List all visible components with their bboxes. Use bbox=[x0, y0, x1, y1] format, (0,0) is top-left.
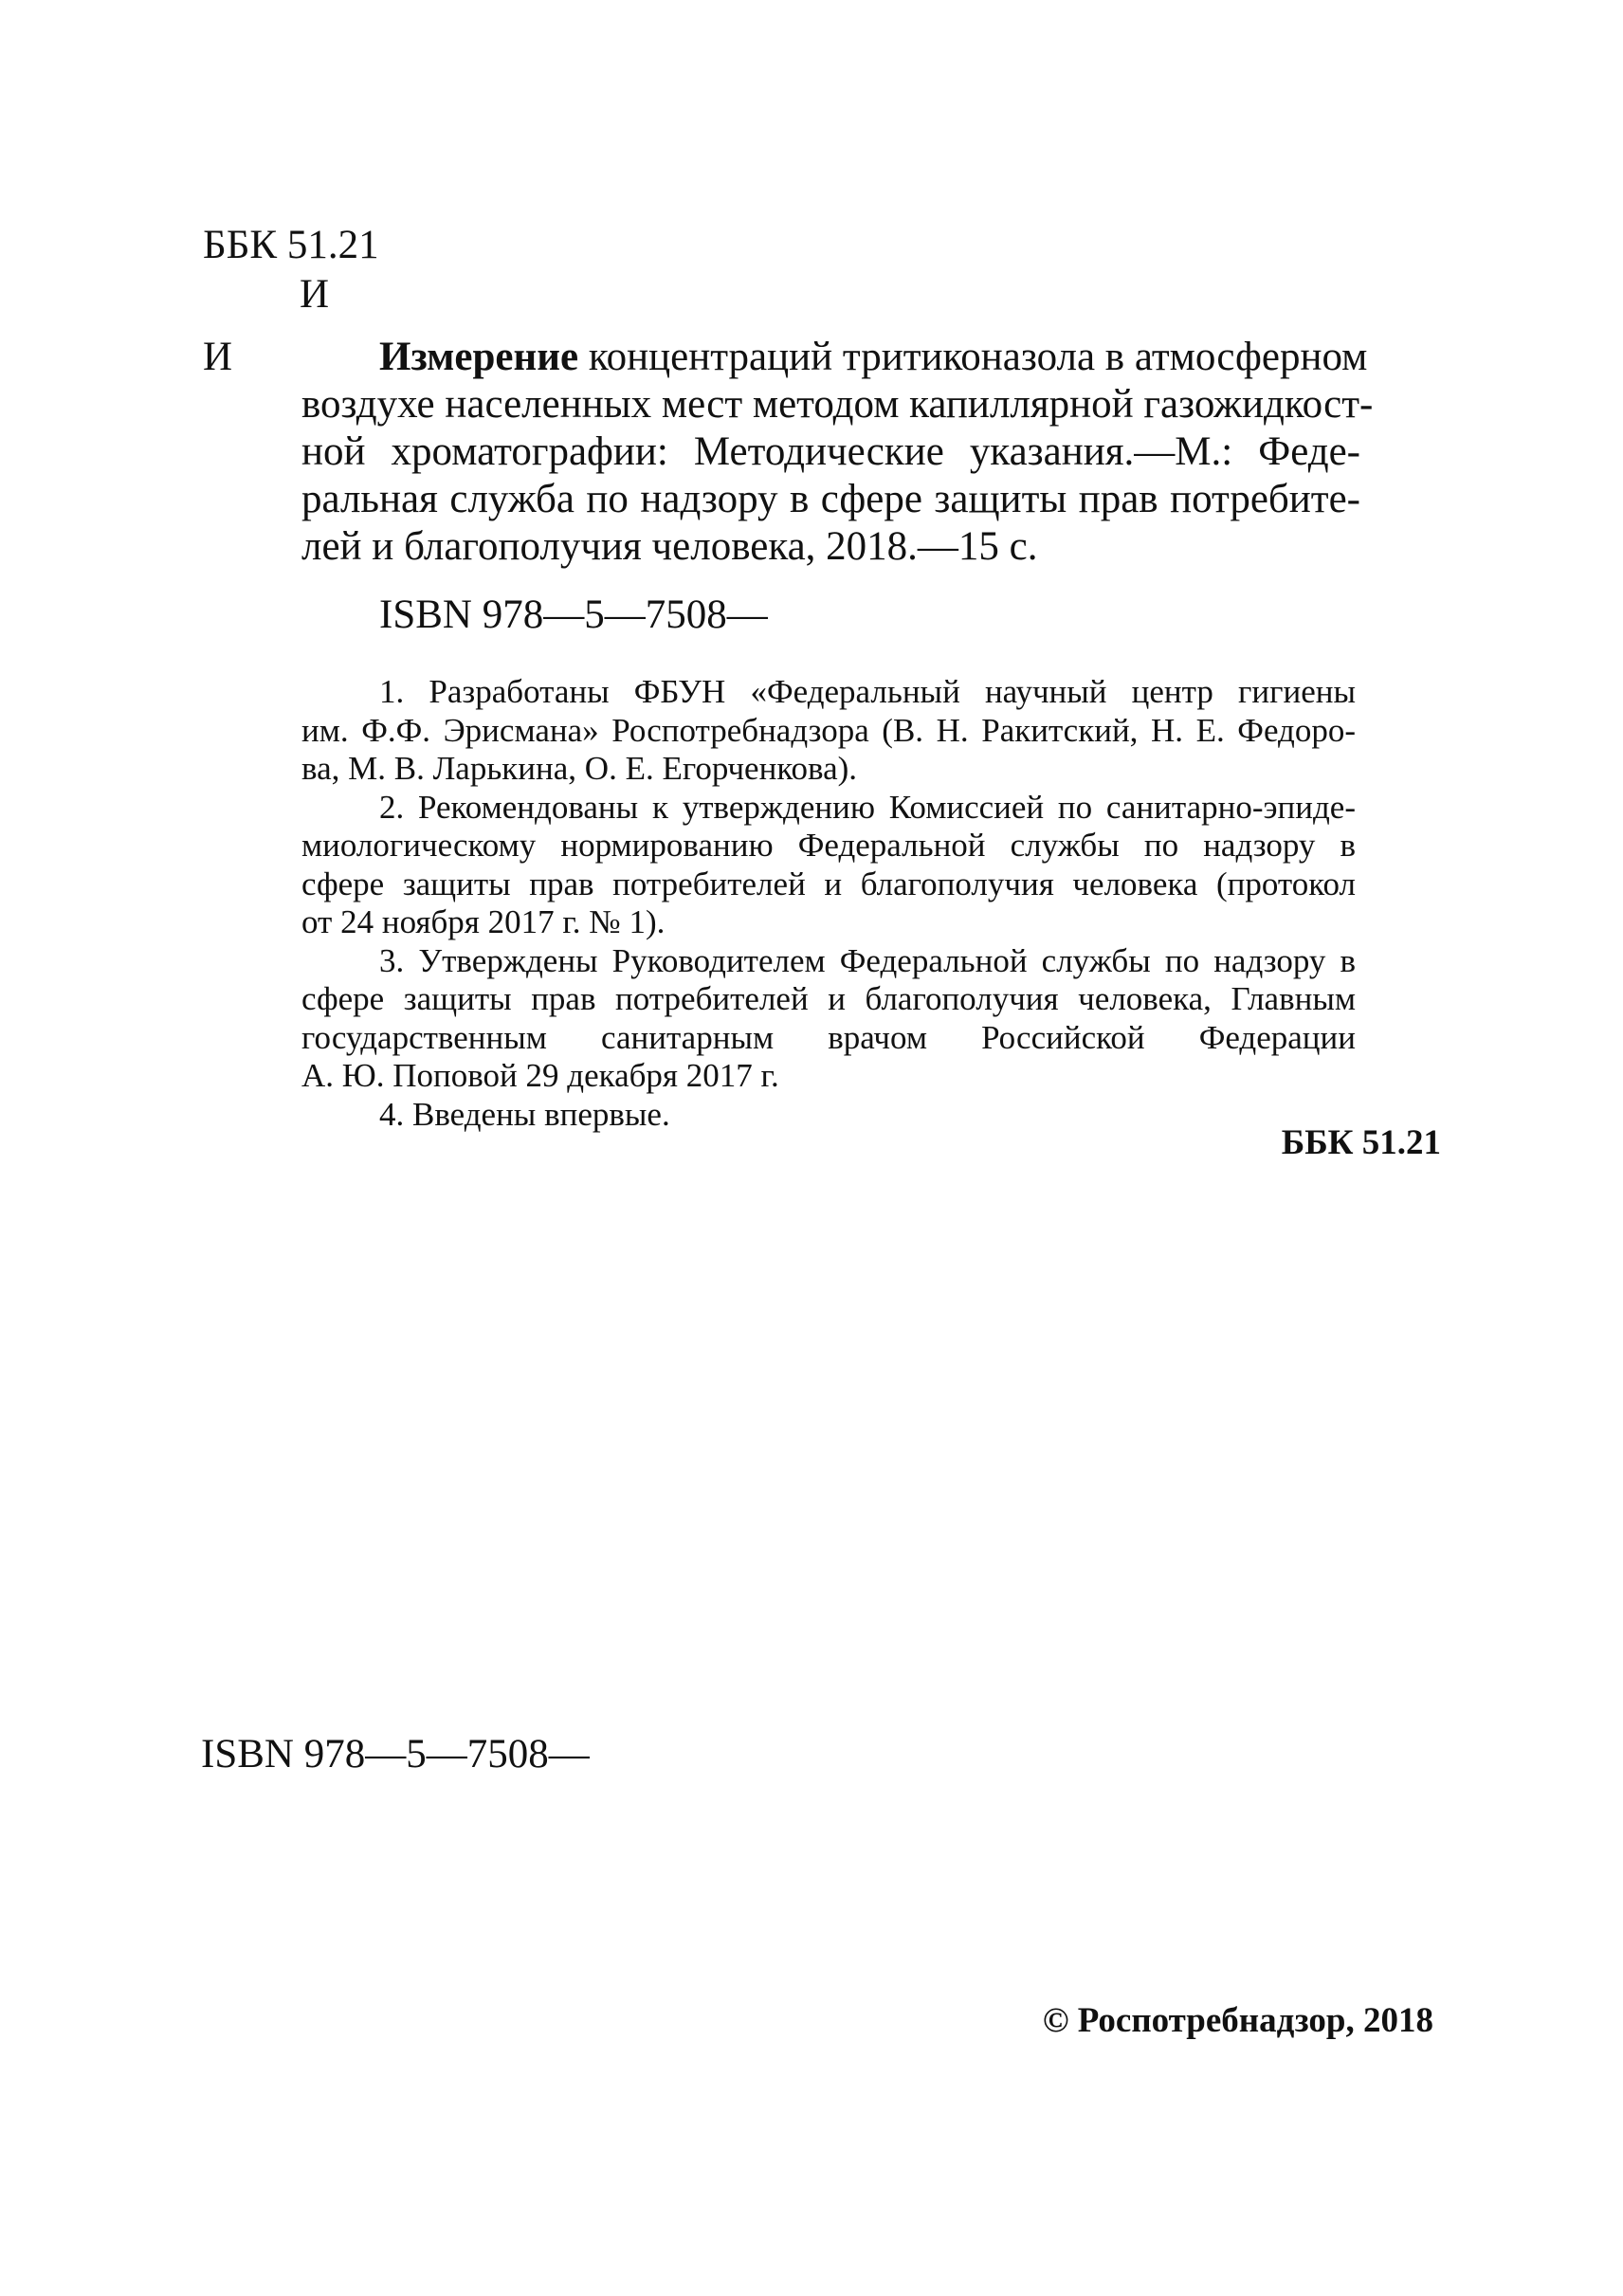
bbk-classification-right: ББК 51.21 bbox=[1281, 1123, 1441, 1162]
bbk-classification-top: ББК 51.21 bbox=[203, 223, 379, 267]
bibliographic-description bbox=[301, 334, 1374, 571]
biblio-line-5: лей и благополучия человека, 2018.—15 с. bbox=[301, 524, 1038, 569]
note-3-line-4: А. Ю. Поповой 29 декабря 2017 г. bbox=[301, 1057, 779, 1094]
isbn-middle: ISBN 978—5—7508— bbox=[379, 592, 768, 637]
biblio-line-1-rest: концентраций тритиконазола в атмосферном bbox=[578, 335, 1368, 379]
note-2-line-4: от 24 ноября 2017 г. № 1). bbox=[301, 903, 666, 940]
note-2-line-2: миологическому нормированию Федеральной службы по надзору в bbox=[301, 827, 1356, 864]
note-3-line-3: государственным санитарным врачом Российской Федерации bbox=[301, 1018, 1356, 1056]
biblio-line-3: ной хроматографии: Методические указания.—М.: Феде- bbox=[301, 429, 1360, 474]
note-4-line-1: 4. Введены впервые. bbox=[379, 1095, 670, 1133]
isbn-bottom: ISBN 978—5—7508— bbox=[201, 1732, 590, 1777]
biblio-line-1 bbox=[301, 334, 1368, 381]
note-3-line-2: сфере защиты прав потребителей и благополучия человека, Главным bbox=[301, 980, 1356, 1017]
biblio-line-4: ральная служба по надзору в сфере защиты прав потребите- bbox=[301, 477, 1360, 521]
biblio-line-2: воздухе населенных мест методом капиллярной газожидкост- bbox=[301, 382, 1374, 427]
author-mark: И bbox=[300, 272, 330, 317]
note-1-line-3: ва, М. В. Ларькина, О. Е. Егорченкова). bbox=[301, 750, 858, 787]
publication-notes bbox=[301, 673, 1356, 1134]
note-1-line-1: 1. Разработаны ФБУН «Федеральный научный центр гигиены bbox=[379, 673, 1356, 710]
note-3-line-1: 3. Утверждены Руководителем Федеральной службы по надзору в bbox=[379, 941, 1356, 979]
biblio-title-bold: Измерение bbox=[379, 335, 579, 379]
note-1-line-2: им. Ф.Ф. Эрисмана» Роспотребнадзора (В. Н. Ракитский, Н. Е. Федоро- bbox=[301, 711, 1356, 749]
note-2-line-3: сфере защиты прав потребителей и благополучия человека (протокол bbox=[301, 865, 1356, 902]
copyright-notice: © Роспотребнадзор, 2018 bbox=[1042, 2001, 1433, 2040]
index-mark: И bbox=[203, 335, 233, 379]
note-2-line-1: 2. Рекомендованы к утверждению Комиссией по санитарно-эпиде- bbox=[379, 788, 1356, 826]
